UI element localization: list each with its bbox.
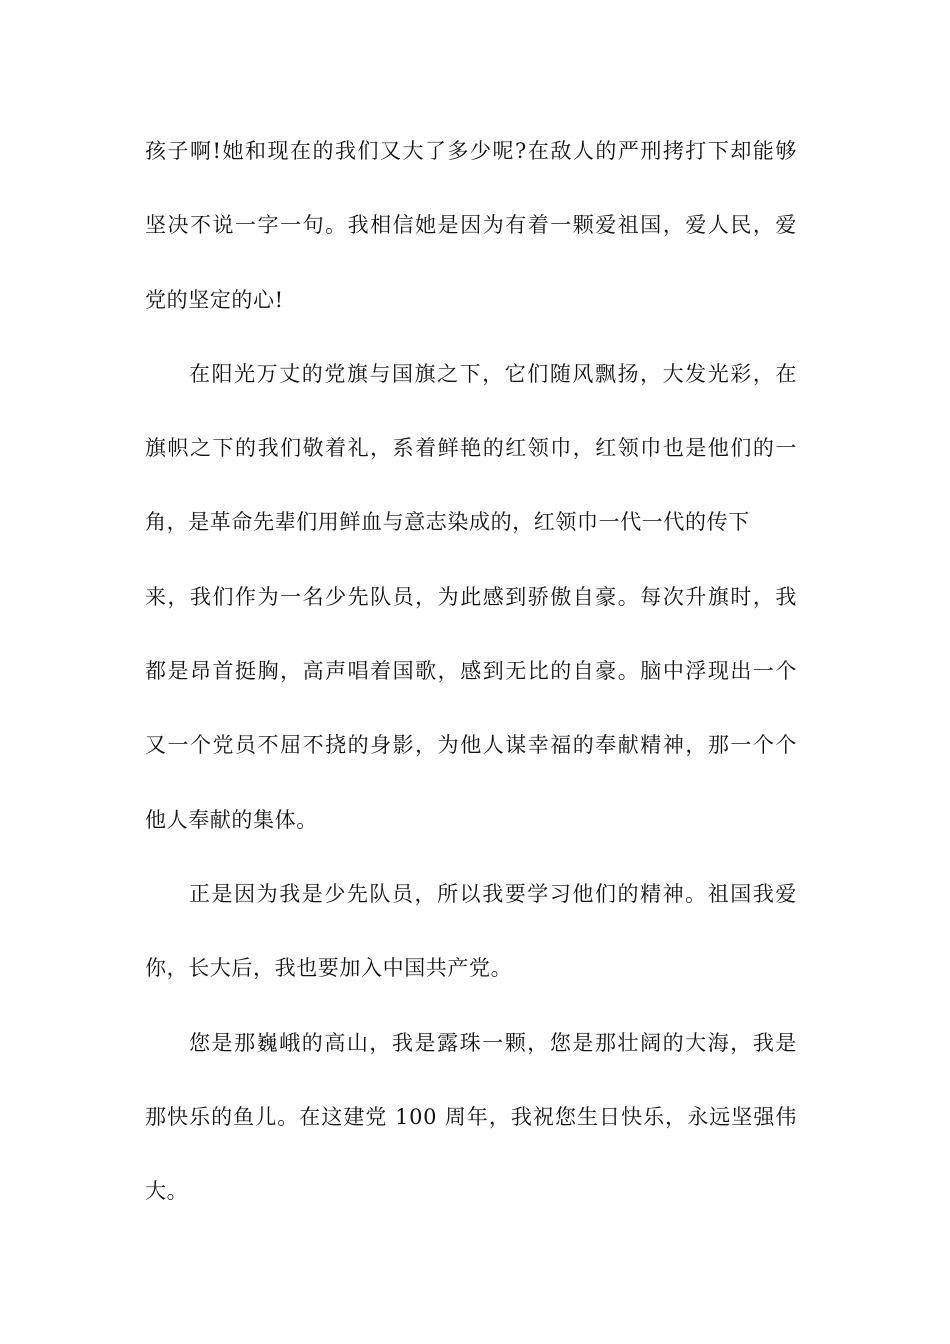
text-line: 来，我们作为一名少先队员，为此感到骄傲自豪。每次升旗时，我 xyxy=(145,584,797,609)
text-line: 那快乐的鱼儿。在这建党 100 周年，我祝您生日快乐，永远坚强伟 xyxy=(145,1104,797,1129)
text-line: 党的坚定的心! xyxy=(145,287,284,312)
text-line: 大。 xyxy=(145,1179,189,1204)
text-line: 角，是革命先辈们用鲜血与意志染成的，红领巾一代一代的传下 xyxy=(145,510,750,535)
document-body xyxy=(145,125,797,1239)
text-line: 旗帜之下的我们敬着礼，系着鲜艳的红领巾，红领巾也是他们的一 xyxy=(145,436,797,461)
text-line: 孩子啊!她和现在的我们又大了多少呢?在敌人的严刑拷打下却能够 xyxy=(145,139,797,163)
text-line: 正是因为我是少先队员，所以我要学习他们的精神。祖国我爱 xyxy=(189,881,797,906)
text-line: 又一个党员不屈不挠的身影，为他人谋幸福的奉献精神，那一个个 xyxy=(145,733,797,758)
text-line: 在阳光万丈的党旗与国旗之下，它们随风飘扬，大发光彩，在 xyxy=(189,361,797,386)
text-line: 您是那巍峨的高山，我是露珠一颗，您是那壮阔的大海，我是 xyxy=(189,1030,797,1055)
text-line: 你，长大后，我也要加入中国共产党。 xyxy=(145,956,513,981)
text-line: 坚决不说一字一句。我相信她是因为有着一颗爱祖国，爱人民，爱 xyxy=(145,213,797,238)
text-line: 都是昂首挺胸，高声唱着国歌，感到无比的自豪。脑中浮现出一个 xyxy=(145,659,797,684)
text-line: 他人奉献的集体。 xyxy=(145,807,318,832)
